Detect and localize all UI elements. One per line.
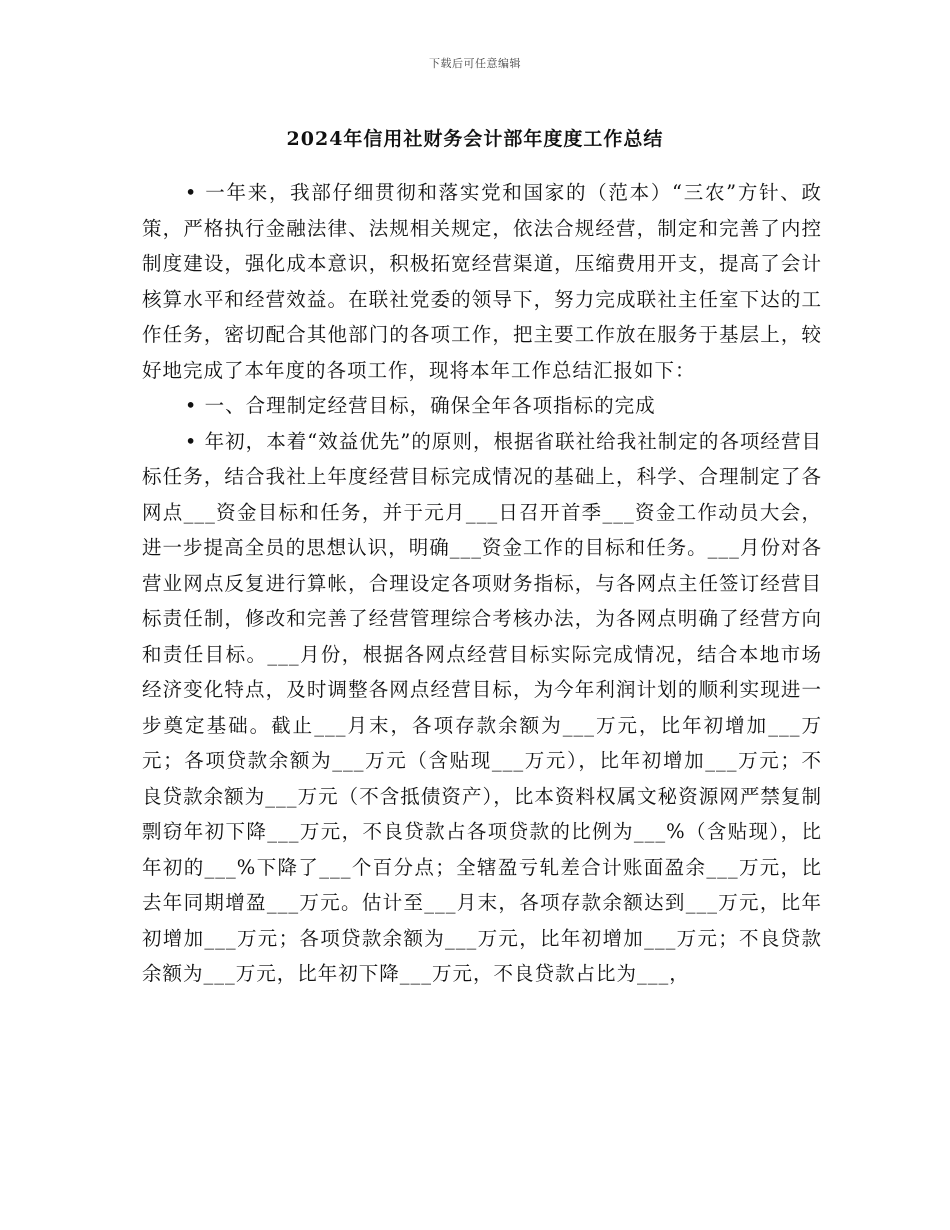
page-header: 下载后可任意编辑 [429, 57, 521, 70]
document-title: 2024年信用社财务会计部年度度工作总结 [286, 128, 664, 150]
paragraph-intro: • 一年来，我部仔细贯彻和落实党和国家的（范本）“三农”方针、政策，严格执行金融法律、法规相关规定，依法合规经营，制定和完善了内控制度建设，强化成本意识，积极拓宽经营渠道，压缩费用开支，提高了会计核算水平和经营效益。在联社党委的领导下，努力完成联社主任室下达的工作任务，密切配合其他部门的各项工作，把主要工作放在服务于基层上，较好地完成了本年度的各项工作，现将本年工作总结汇报如下： [142, 181, 822, 382]
document-body [142, 175, 822, 992]
paragraph-targets: • 年初，本着“效益优先”的原则，根据省联社给我社制定的各项经营目标任务，结合我社上年度经营目标完成情况的基础上，科学、合理制定了各网点___资金目标和任务，并于元月___日召开首季___资金工作动员大会，进一步提高全员的思想认识，明确___资金工作的目标和任务。___月份对各营业网点反复进行算帐，合理设定各项财务指标，与各网点主任签订经营目标责任制，修改和完善了经营管理综合考核办法，为各网点明确了经营方向和责任目标。___月份，根据各网点经营目标实际完成情况，结合本地市场经济变化特点，及时调整各网点经营目标，为今年利润计划的顺利实现进一步奠定基础。截止___月末，各项存款余额为___万元，比年初增加___万元；各项贷款余额为___万元（含贴现___万元），比年初增加___万元；不良贷款余额为___万元（不含抵债资产），比本资料权属文秘资源网严禁复制剽窃年初下降___万元，不良贷款占各项贷款的比例为___%（含贴现），比年初的___%下降了___个百分点；全辖盈亏轧差合计账面盈余___万元，比去年同期增盈___万元。估计至___月末，各项存款余额达到___万元，比年初增加___万元；各项贷款余额为___万元，比年初增加___万元；不良贷款余额为___万元，比年初下降___万元，不良贷款占比为___， [142, 429, 822, 985]
paragraph-section-heading: • 一、合理制定经营目标，确保全年各项指标的完成 [184, 394, 656, 417]
